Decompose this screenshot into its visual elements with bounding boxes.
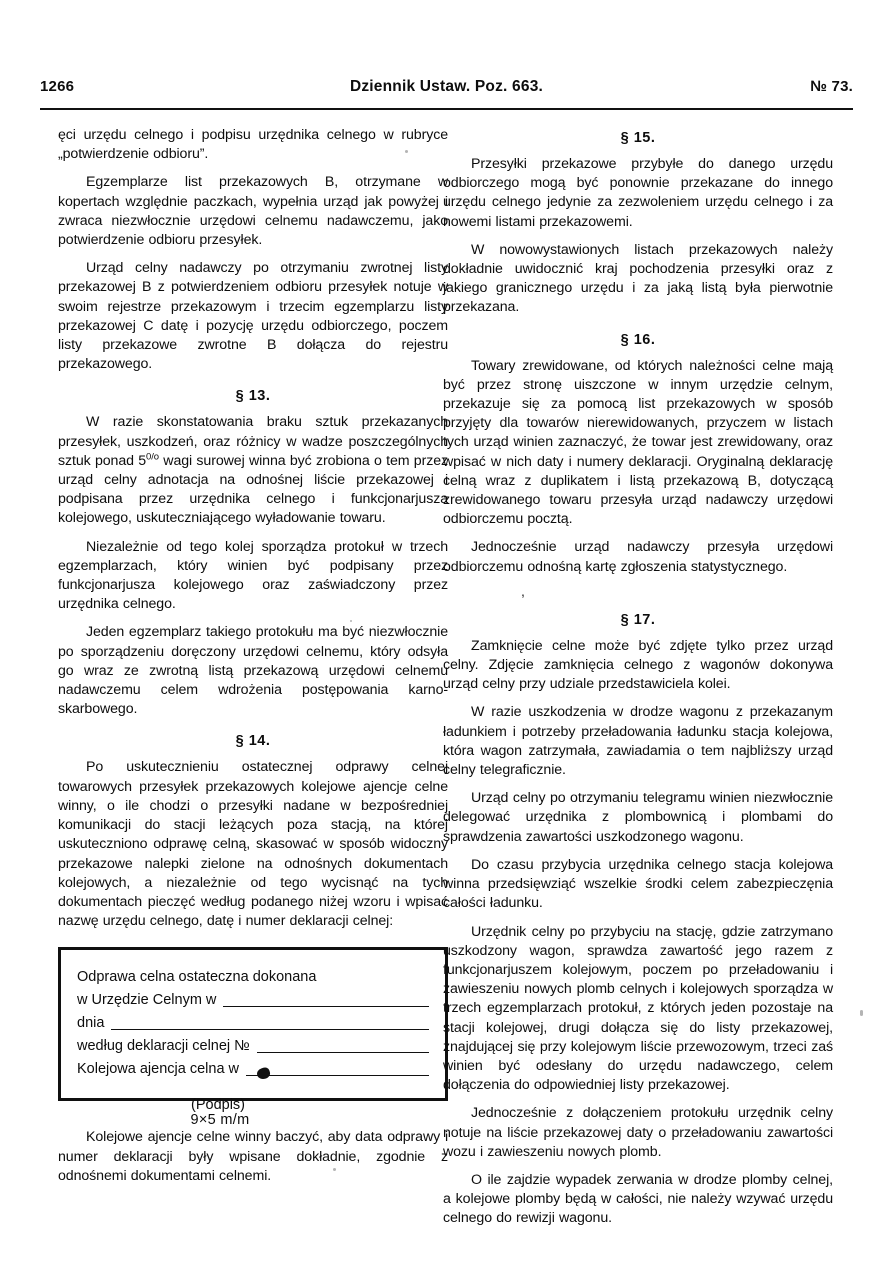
section-15-paragraph-2: W nowowystawionych listach przekazowych należy dokładnie uwidocznić kraj pochodzenia przesyłki oraz z jakiego granicznego urzędu i za jaką listą była pierwotnie przekazana. (443, 241, 833, 316)
section-13-paragraph-2: Niezależnie od tego kolej sporządza protokuł w trzech egzemplarzach, który winien być podpisany przez funkcjonarjusza kolejowego oraz zaświadczony przez urzędnika celnego. (58, 538, 448, 613)
section-17-paragraph-7: O ile zajdzie wypadek zerwania w drodze plomby celnej, a kolejowe plomby będą w całości, nie należy wzywać urzędu celnego do rewizji wagonu. (443, 1171, 833, 1227)
paragraph-egzemplarze: Egzemplarze list przekazowych B, otrzymane w kopertach względnie paczkach, wypełnia urząd jak powyżej i zwraca niezwłocznie urzędowi celnemu nadawczemu, jako potwierdzenie odbioru przesyłek. (58, 174, 448, 249)
section-17-paragraph-5: Urzędnik celny po przybyciu na stację, gdzie zatrzymano uszkodzony wagon, sprawdza zawartość jego razem z funkcjonarjuszem kolejowym, poczem po przeładowaniu i zawieszeniu nowych plomb celnych i kolejowych sporządza w trzech egzemplarzach protokuł, z których jeden pozostaje na stacji kolejowej, drugi dołącza się do listy przekazowej, znajdującej się przy kolejowym liście przewozowym, trzeci zaś winien być odesłany do urzędu nadawczego, celem dołączenia do odpowiedniej listy przekazowej. (443, 923, 833, 1094)
stamp-box (58, 947, 448, 1114)
stamp-specimen (58, 947, 448, 1128)
header-rule (40, 108, 853, 110)
section-13-text-after-percent: wagi surowej winna być zrobiona o tem przez urząd celny adnotacja na odnośnej liście przekazowej i podpisana przez urzędnika celnego i funkcjonarjusza kolejowego, uskuteczniającego wyładowanie towaru. (58, 452, 448, 527)
stray-comma-mark: , (521, 582, 525, 599)
stamp-agency-fill-line[interactable] (246, 1074, 429, 1076)
stamp-line-title (77, 966, 429, 989)
column-left (58, 126, 448, 1235)
stamp-line-declaration (77, 1035, 429, 1058)
section-13-paragraph-1 (58, 413, 448, 528)
body-columns (40, 126, 853, 1235)
section-17-paragraph-4: Do czasu przybycia urzędnika celnego stacja kolejowa winna przedsięwziąć wszelkie środki celem zabezpieczęnia całości ładunku. (443, 856, 833, 912)
stamp-line-agency (77, 1058, 429, 1081)
stamp-date-fill-line[interactable] (111, 1028, 429, 1030)
stamp-line-date (77, 1012, 429, 1035)
page-number: 1266 (40, 78, 75, 95)
section-17-paragraph-1: Zamknięcie celne może być zdjęte tylko przez urząd celny. Zdjęcie zamknięcia celnego z wagonów dokonywa urząd celny przy udziale przedstawiciela kolei. (443, 637, 833, 693)
stamp-declaration-label: według deklaracji celnej № (77, 1038, 250, 1055)
section-heading-15: § 15. (620, 130, 656, 146)
paragraph-continued: ęci urzędu celnego i podpisu urzędnika celnego w rubryce „potwierdzenie odbioru”. (58, 127, 448, 163)
section-13-text-before-percent: W razie skonstatowania braku sztuk przekazanych przesyłek, uszkodzeń, oraz różnicy w wadze poszczególnych sztuk ponad 5 (58, 414, 448, 469)
stamp-office-fill-line[interactable] (223, 1005, 429, 1007)
issue-number: № 73. (810, 78, 853, 95)
section-13-paragraph-3: Jeden egzemplarz takiego protokułu ma być niezwłocznie po sporządzeniu doręczony urzędowi celnemu, który odsyła go wraz ze zwrotną listą przekazową urzędowi celnemu nadawczemu celem wdrożenia postępowania karno-skarbowego. (58, 624, 448, 718)
stamp-size-caption: 9×5 m/m (190, 1112, 250, 1129)
running-head (40, 78, 853, 104)
publication-title: Dziennik Ustaw. Poz. 663. (349, 78, 544, 95)
stamp-agency-label: Kolejowa ajencja celna w (77, 1061, 240, 1078)
scan-speck (860, 1010, 863, 1016)
section-heading-14: § 14. (235, 733, 271, 750)
section-17-paragraph-3: Urząd celny po otrzymaniu telegramu winien niezwłocznie delegować urzędnika z plombownicą i plombami do sprawdzenia zawartości uszkodzonego wagonu. (443, 790, 833, 845)
stamp-title-label: Odprawa celna ostateczna dokonana (77, 969, 317, 986)
stamp-declaration-fill-line[interactable] (257, 1051, 429, 1053)
stamp-date-label: dnia (77, 1015, 105, 1032)
section-17-paragraph-6: Jednocześnie z dołączeniem protokułu urzędnik celny notuje na liście przekazowej daty o przeładowaniu zawartości wozu i zawieszeniu nowych plomb. (443, 1105, 833, 1160)
stamp-signature-label: (Podpis) (191, 1097, 245, 1114)
section-heading-17: § 17. (620, 611, 656, 628)
section-16-paragraph-1: Towary zrewidowane, od których należności celne mają być przez stronę uiszczone w innym urzędzie celnym, przekazuje się za pomocą list przekazowych w sposób przyjęty dla towarów nierewidowanych, przyczem w listach tych urząd winien zaznaczyć, że towar jest zrewidowany, oraz wpisać w nich daty i numery deklaracji. Oryginalną deklarację celną wraz z duplikatem i listą przekazową B, dotyczącą zrewidowanego towaru przesyła urząd nadawczy urzędowi odbiorczemu pocztą. (443, 357, 833, 528)
stamp-office-label: w Urzędzie Celnym w (77, 992, 217, 1009)
section-15-paragraph-1: Przesyłki przekazowe przybyłe do danego urzędu odbiorczego mogą być ponownie przekazane do innego urzędu celnego jedynie za zezwoleniem urzędu celnego i za nowemi listami przekazowemi. (443, 156, 833, 230)
section-16-paragraph-2: Jednocześnie urząd nadawczy przesyła urzędowi odbiorczemu odnośną kartę zgłoszenia statystycznego. (443, 539, 833, 575)
percent-symbol: 0/o (146, 451, 159, 463)
paragraph-urzad-celny-nadawczy: Urząd celny nadawczy po otrzymaniu zwrotnej listy przekazowej B z potwierdzeniem odbioru przesyłek notuje w swoim rejestrze przekazowym i trzecim egzemplarzu listy przekazowej C datę i pozycję urzędu odbiorczego, poczem listy przekazowe zwrotne B dołącza do rejestru przekazowego. (58, 260, 448, 373)
section-14-paragraph-1: Po uskutecznieniu ostatecznej odprawy celnej towarowych przesyłek przekazowych kolejowe ajencje celne winny, o ile chodzi o przesyłki nadane w bezpośredniej komunikacji do stacji leżących poza stacją, na której uskuteczniono odprawę celną, skasować w sposób widoczny przekazowe nalepki zielone na odnośnych dokumentach kolejowych, a niezależnie od tego wycisnąć na tych dokumentach pieczęć według podanego niżej wzoru i wpisać nazwę urzędu celnego, datę i numer deklaracji celnej: (58, 759, 448, 930)
section-heading-13: § 13. (235, 388, 271, 405)
section-17-paragraph-2: W razie uszkodzenia w drodze wagonu z przekazanym ładunkiem i potrzeby przeładowania ładunku stacja kolejowa, która wagon zatrzymała, zawiadamia o tem najbliższy urząd celny telegraficznie. (443, 704, 833, 779)
column-right (443, 126, 833, 1235)
stamp-line-office (77, 989, 429, 1012)
section-heading-16: § 16. (620, 331, 656, 348)
section-14-paragraph-2: Kolejowe ajencje celne winny baczyć, aby data odprawy i numer deklaracji były wpisane dokładnie, zgodnie z odnośnemi dokumentami celnemi. (58, 1129, 448, 1184)
